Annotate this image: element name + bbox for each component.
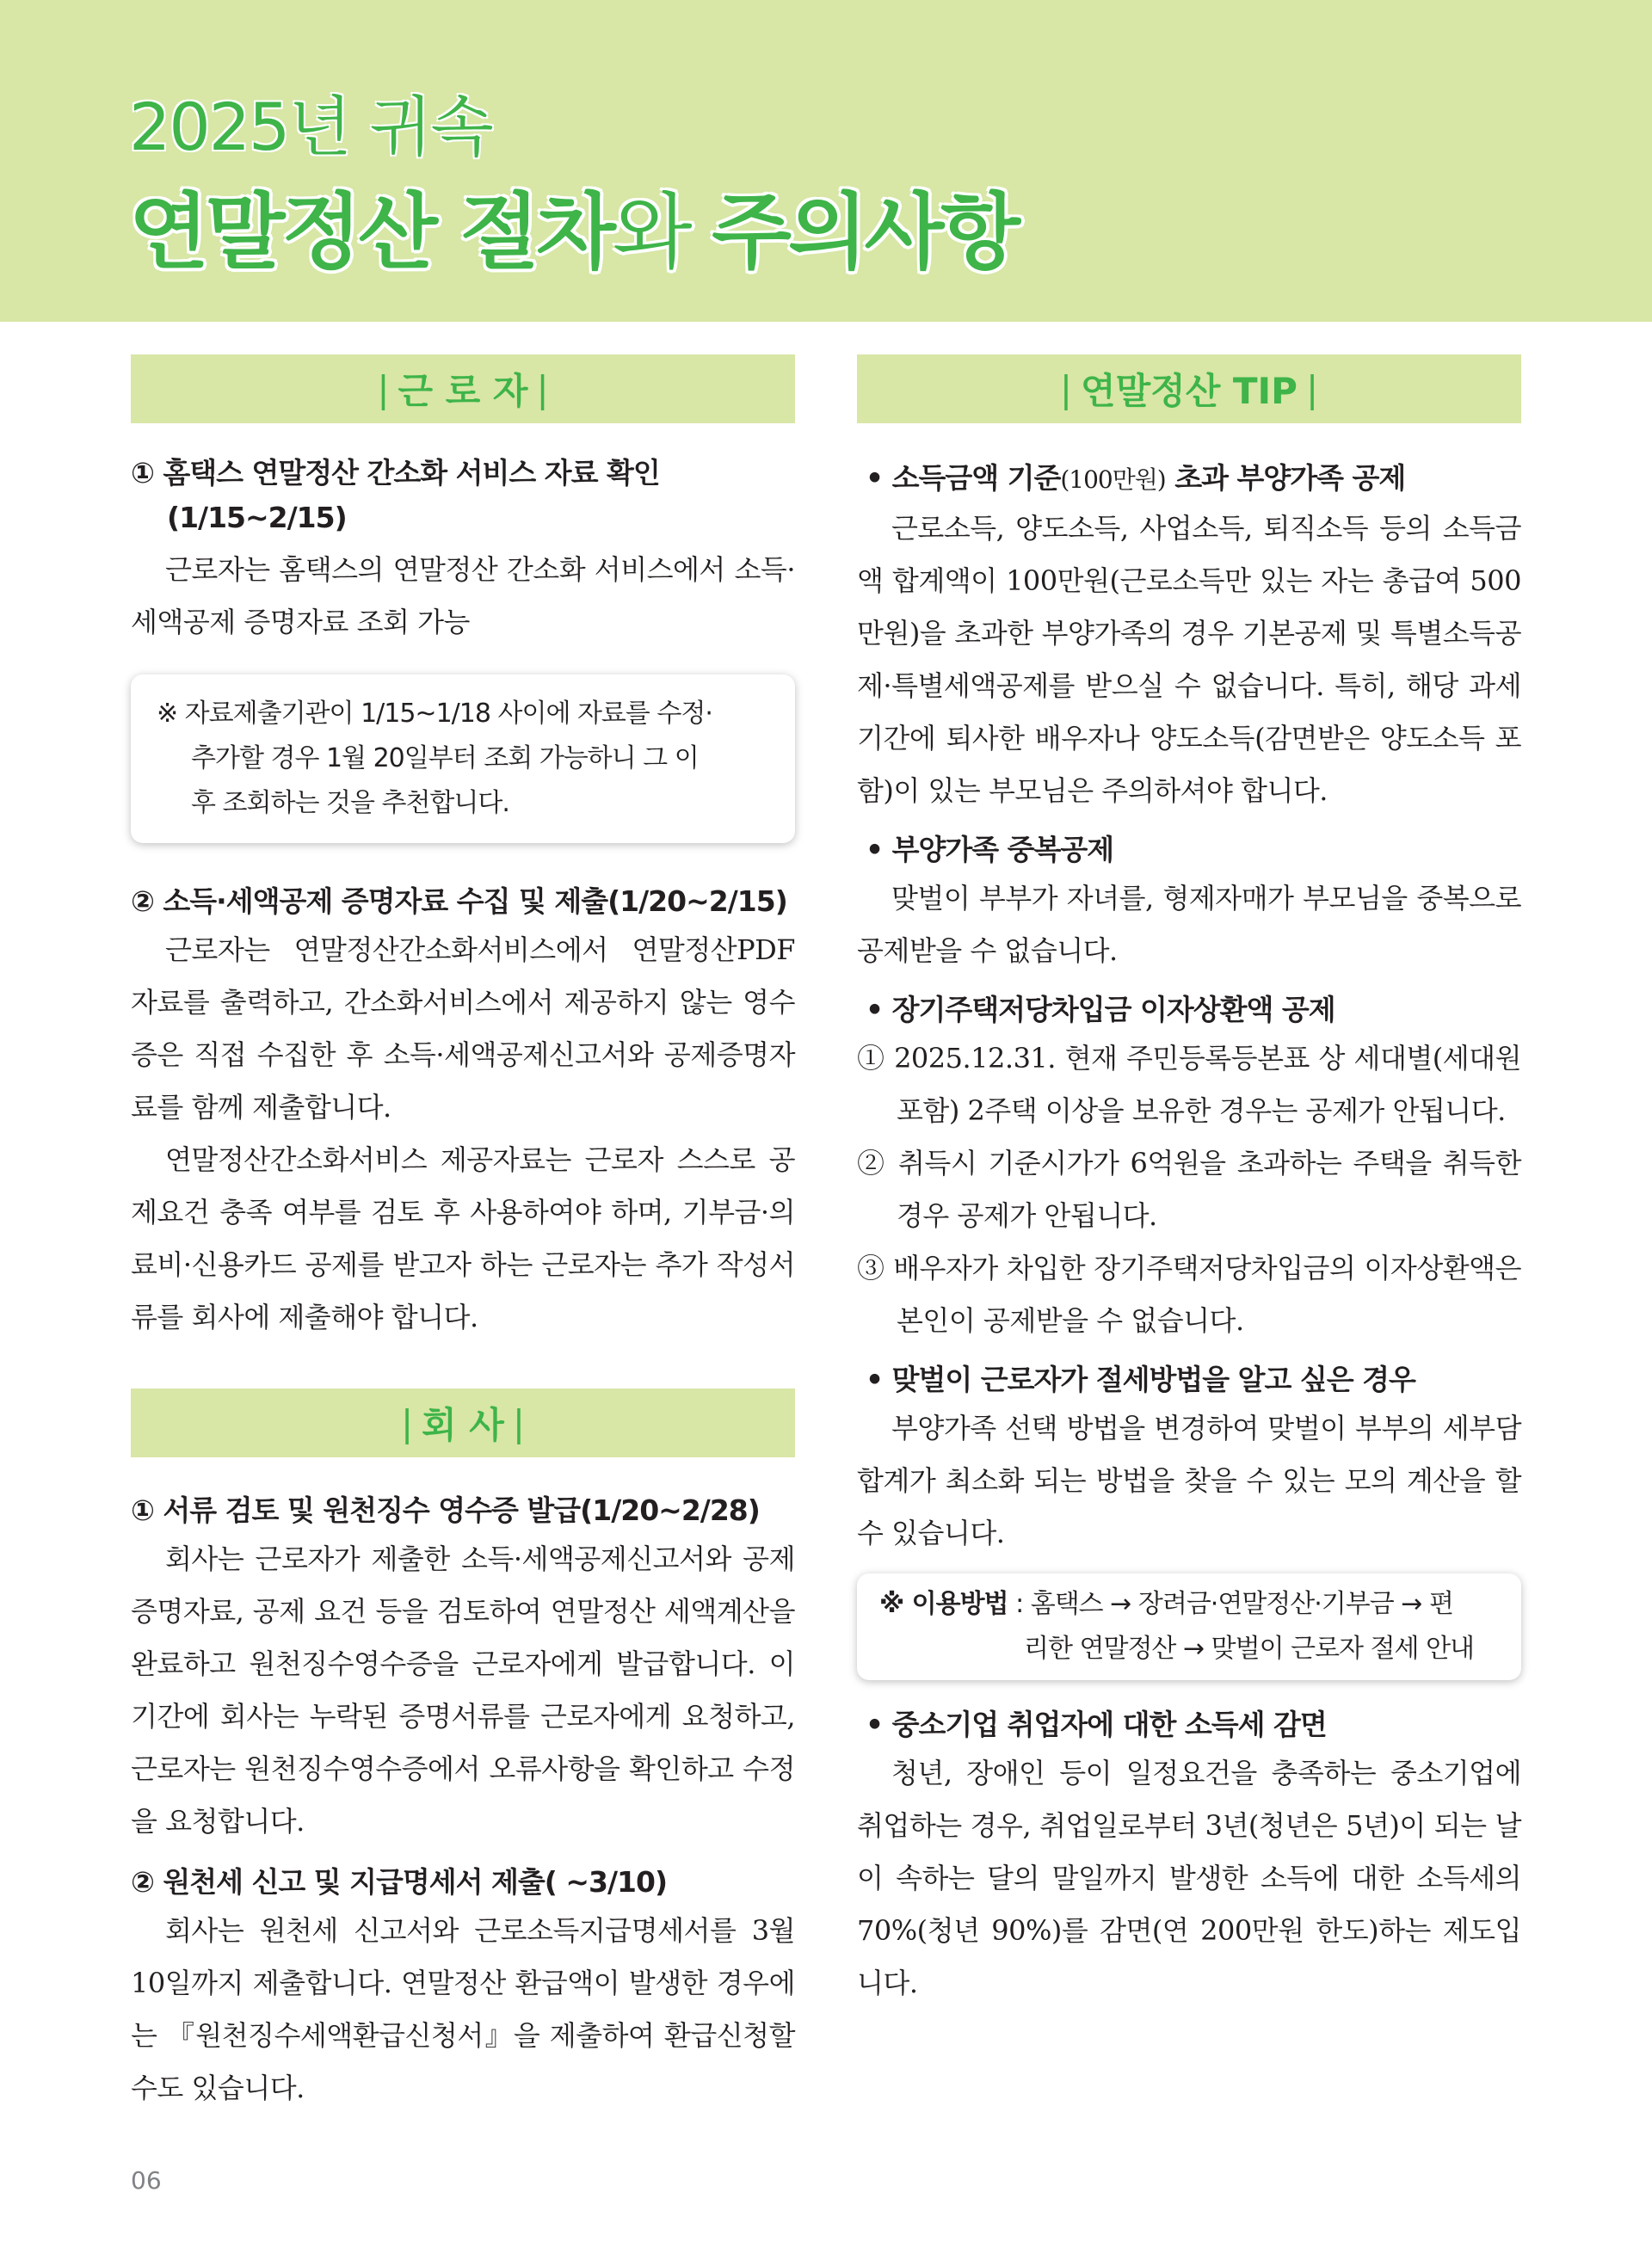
company-item2-body: 회사는 원천세 신고서와 근로소득지급명세서를 3월 10일까지 제출합니다. 연말정산 환급액이 발생한 경우에는 『원천징수세액환급신청서』을 제출하여 환급신청할 수도 있습니다. xyxy=(131,1914,795,2104)
page-title xyxy=(129,184,1018,280)
company-item1-title: ① 서류 검토 및 원천징수 영수증 발급(1/20~2/28) xyxy=(131,1493,760,1527)
worker-section-heading xyxy=(131,354,795,423)
tip3-title: • 장기주택저당차입금 이자상환액 공제 xyxy=(866,993,1335,1026)
tip3-list-item: ② 취득시 기준시가가 6억원을 초과하는 주택을 취득한 경우 공제가 안됩니다. xyxy=(857,1147,1521,1232)
tip5-body: 청년, 장애인 등이 일정요건을 충족하는 중소기업에 취업하는 경우, 취업일로부터 3년(청년은 5년)이 되는 날이 속하는 달의 말일까지 발생한 소득에 대한 소득세의 70%(청년 90%)를 감면(연 200만원 한도)하는 제도입니다. xyxy=(857,1757,1521,1999)
tip4-title: • 맞벌이 근로자가 절세방법을 알고 싶은 경우 xyxy=(866,1363,1415,1396)
note-label: ※ 이용방법 xyxy=(879,1589,1008,1619)
heading-bar-icon: | xyxy=(536,367,549,410)
title-year: 2025년 귀속 xyxy=(129,89,492,165)
worker-item1-title-text: ① 홈택스 연말정산 간소화 서비스 자료 확인 xyxy=(131,456,660,490)
title-part3: 주의사항 xyxy=(712,184,1018,280)
title-part2: 와 xyxy=(612,184,712,280)
tip3-list-item: ③ 배우자가 차입한 장기주택저당차입금의 이자상환액은 본인이 공제받을 수 없습니다. xyxy=(857,1252,1521,1337)
worker-heading-label: 근 로 자 xyxy=(398,370,528,412)
header-banner xyxy=(0,0,1652,322)
company-item1-body: 회사는 근로자가 제출한 소득·세액공제신고서와 공제증명자료, 공제 요건 등을 검토하여 연말정산 세액계산을 완료하고 원천징수영수증을 근로자에게 발급합니다. 이 기간에 회사는 누락된 증명서류를 근로자에게 요청하고, 근로자는 원천징수영수증에서 오류사항을 확인하고 수정을 요청합니다. xyxy=(131,1543,795,1838)
worker-item1-title xyxy=(131,451,795,540)
company-item2-title: ② 원천세 신고 및 지급명세서 제출( ~3/10) xyxy=(131,1865,668,1899)
note-text: : 홈택스 → 장려금·연말정산·기부금 → 편 xyxy=(1008,1589,1453,1619)
heading-bar-icon: | xyxy=(400,1401,414,1444)
tip5-title: • 중소기업 취업자에 대한 소득세 감면 xyxy=(866,1708,1327,1741)
heading-bar-icon: | xyxy=(1305,367,1319,410)
heading-bar-icon: | xyxy=(1059,367,1072,410)
tip1-title-b: 초과 부양가족 공제 xyxy=(1165,461,1406,495)
worker-item2-body2: 연말정산간소화서비스 제공자료는 근로자 스스로 공제요건 충족 여부를 검토 후 사용하여야 하며, 기부금·의료비·신용카드 공제를 받고자 하는 근로자는 추가 작성서류를 회사에 제출해야 합니다. xyxy=(131,1143,795,1333)
worker-item2-body1: 근로자는 연말정산간소화서비스에서 연말정산PDF 자료를 출력하고, 간소화서비스에서 제공하지 않는 영수증은 직접 수집한 후 소득·세액공제신고서와 공제증명자료를 함께 제출합니다. xyxy=(131,933,795,1124)
title-part1: 연말정산 절차 xyxy=(129,184,613,280)
tip-section-heading xyxy=(857,354,1521,423)
note-line: 후 조회하는 것을 추천합니다. xyxy=(191,788,509,818)
note-line: ※ 자료제출기관이 1/15~1/18 사이에 자료를 수정· xyxy=(157,699,712,729)
right-column xyxy=(857,354,1521,2010)
company-section-heading xyxy=(131,1389,795,1457)
company-heading-label: 회 사 xyxy=(422,1404,504,1446)
page-number: 06 xyxy=(131,2166,162,2195)
tip1-title-a: • 소득금액 기준 xyxy=(866,461,1061,495)
tip1-title-paren: (100만원) xyxy=(1060,465,1166,494)
worker-item1-body: 근로자는 홈택스의 연말정산 간소화 서비스에서 소득·세액공제 증명자료 조회 가능 xyxy=(131,553,795,638)
note-line xyxy=(879,1582,1499,1627)
tip1-title xyxy=(857,456,1521,502)
tip1-body: 근로소득, 양도소득, 사업소득, 퇴직소득 등의 소득금액 합계액이 100만원(근로소득만 있는 자는 총급여 500만원)을 초과한 부양가족의 경우 기본공제 및 특별소득공제·특별세액공제를 받으실 수 없습니다. 특히, 해당 과세기간에 퇴사한 배우자나 양도소득(감면받은 양도소득 포함)이 있는 부모님은 주의하셔야 합니다. xyxy=(857,512,1521,807)
note-line: 추가할 경우 1월 20일부터 조회 가능하니 그 이 xyxy=(191,743,699,773)
heading-bar-icon: | xyxy=(512,1401,526,1444)
note-line: 리한 연말정산 → 맞벌이 근로자 절세 안내 xyxy=(1024,1634,1475,1664)
tip2-title: • 부양가족 중복공제 xyxy=(866,833,1114,866)
worker-item1-note xyxy=(131,674,795,843)
tip4-body: 부양가족 선택 방법을 변경하여 맞벌이 부부의 세부담 합계가 최소화 되는 방법을 찾을 수 있는 모의 계산을 할 수 있습니다. xyxy=(857,1412,1521,1549)
tip-heading-label: 연말정산 TIP xyxy=(1081,370,1298,412)
left-column xyxy=(131,354,795,2115)
worker-item2-title: ② 소득·세액공제 증명자료 수집 및 제출(1/20~2/15) xyxy=(131,884,787,918)
tip2-body: 맞벌이 부부가 자녀를, 형제자매가 부모님을 중복으로 공제받을 수 없습니다. xyxy=(857,882,1521,967)
heading-bar-icon: | xyxy=(377,367,390,410)
worker-item1-title-sub: (1/15~2/15) xyxy=(167,501,347,534)
tip4-note xyxy=(857,1573,1521,1680)
tip3-list-item: ① 2025.12.31. 현재 주민등록등본표 상 세대별(세대원 포함) 2주택 이상을 보유한 경우는 공제가 안됩니다. xyxy=(857,1042,1521,1127)
